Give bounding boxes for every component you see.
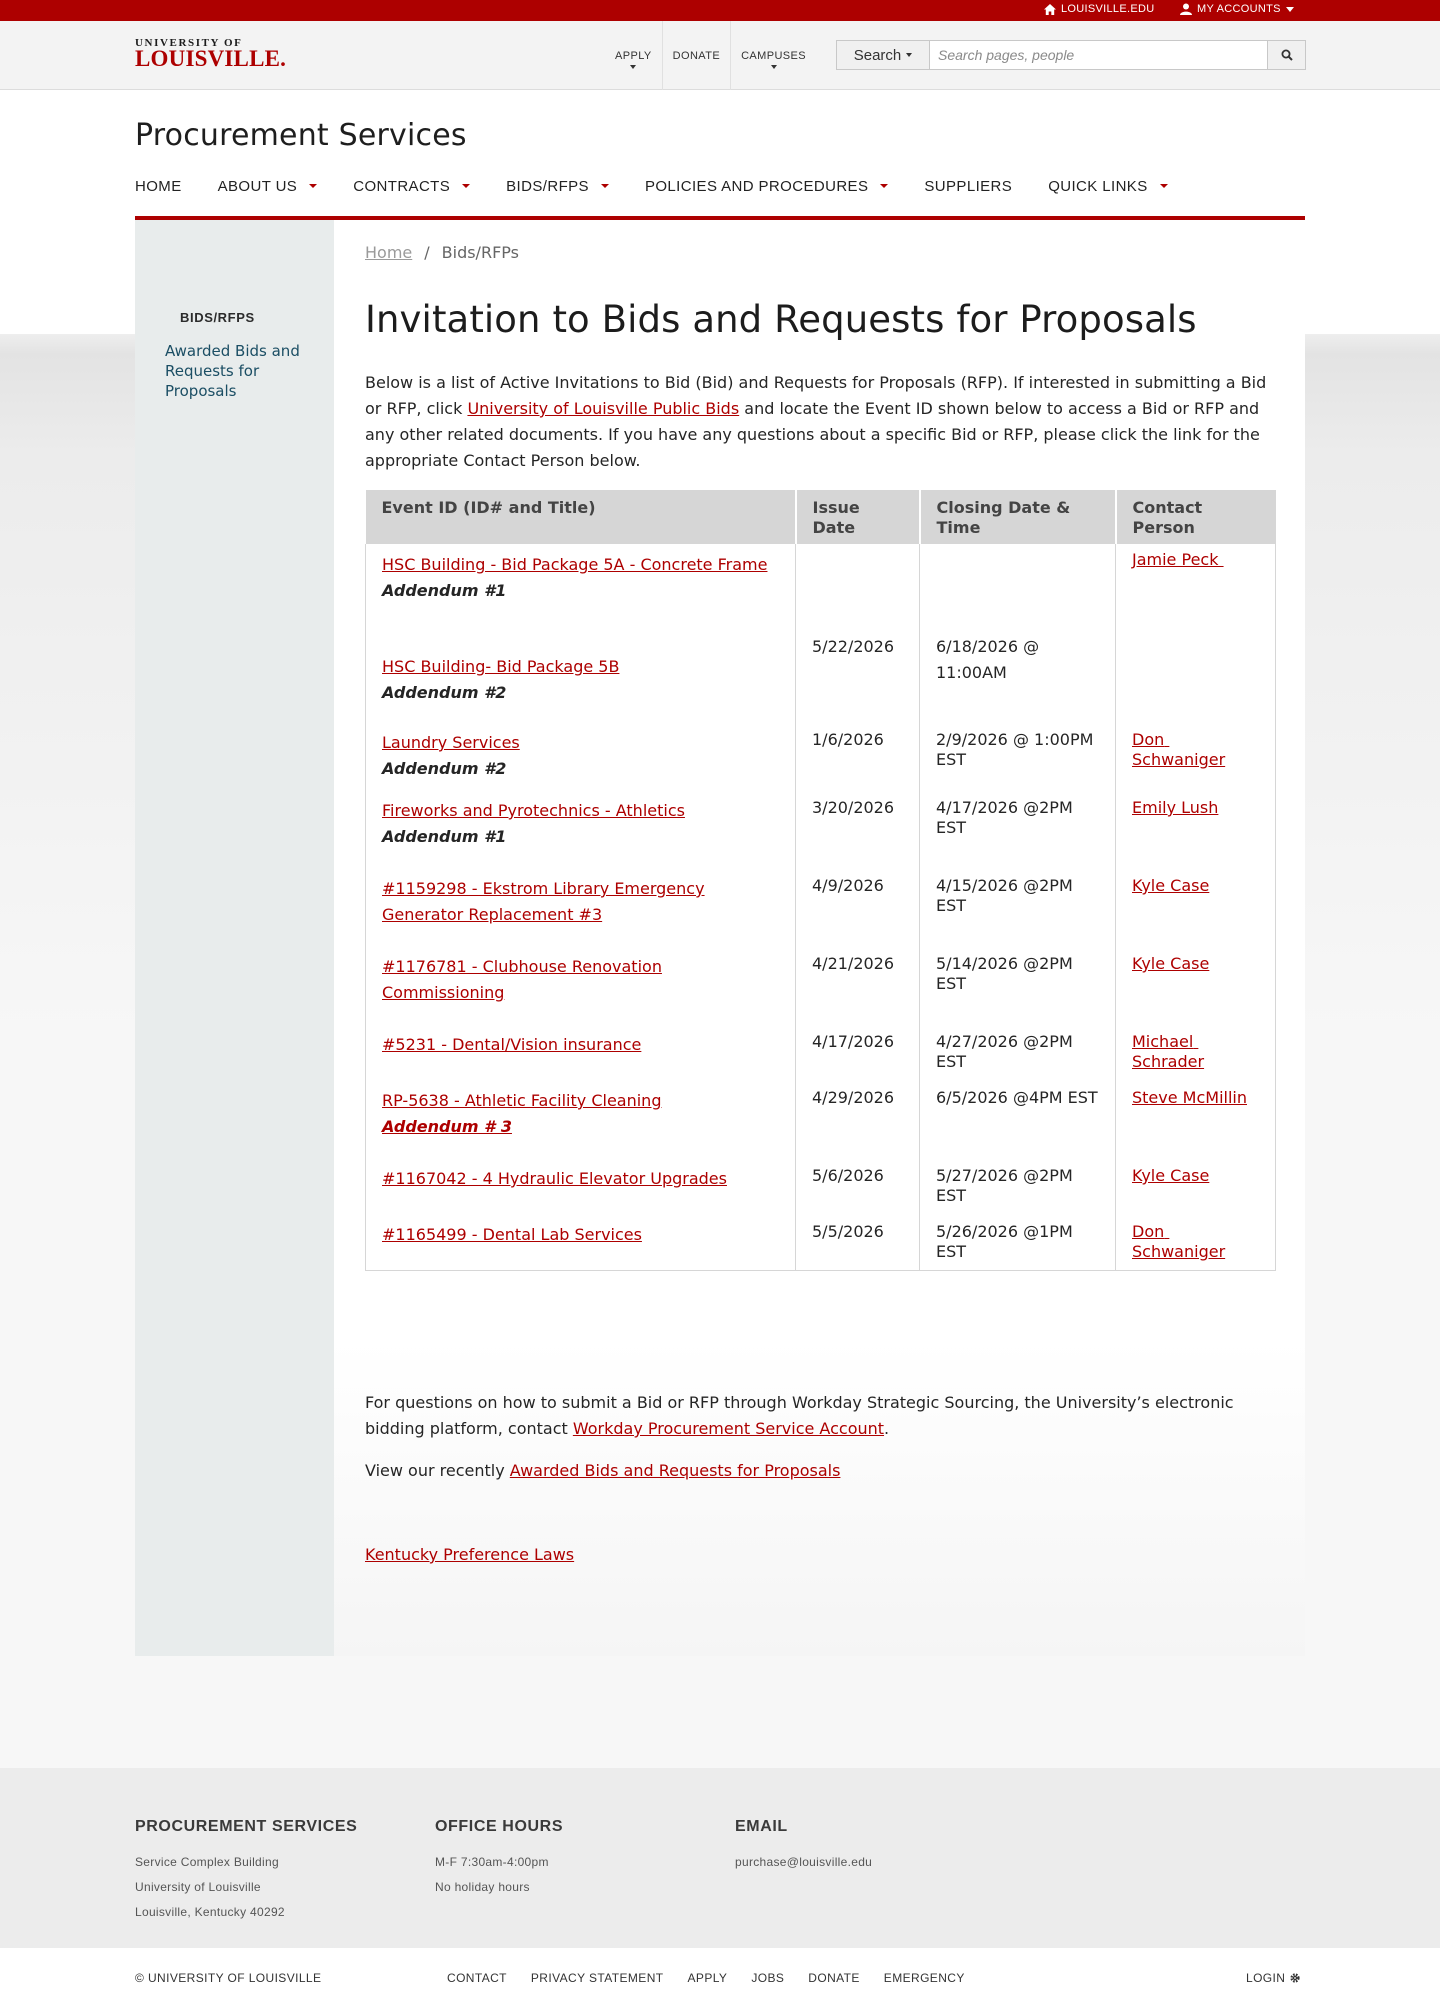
addendum-label: Addendum #1 <box>382 581 507 600</box>
public-bids-link[interactable]: University of Louisville Public Bids <box>467 399 740 418</box>
footer-address-line: Louisville, Kentucky 40292 <box>135 1905 285 1919</box>
footer-hours-line: M-F 7:30am-4:00pm <box>435 1855 549 1869</box>
issue-date-cell: 1/6/2026 <box>796 722 920 790</box>
header-event-id: Event ID (ID# and Title) <box>366 490 796 544</box>
issue-date-cell: 4/29/2026 <box>796 1080 920 1158</box>
louisville-edu-label: LOUISVILLE.EDU <box>1061 3 1155 15</box>
event-link[interactable]: Laundry Services <box>382 733 520 752</box>
contact-person-link[interactable]: Steve McMillin <box>1132 1088 1247 1107</box>
contact-cell <box>1116 1080 1276 1158</box>
table-row <box>366 790 1276 868</box>
contact-cell <box>1116 946 1276 1024</box>
nav-item-home[interactable] <box>135 166 182 206</box>
header-closing-date: Closing Date & Time <box>920 490 1116 544</box>
caret-down-icon <box>630 65 636 69</box>
event-entry <box>382 798 779 850</box>
nav-item-label: SUPPLIERS <box>924 177 1013 195</box>
caret-down-icon <box>309 184 317 188</box>
site-header <box>0 21 1440 90</box>
event-link[interactable]: RP-5638 - Athletic Facility Cleaning <box>382 1091 662 1110</box>
contact-cell <box>1116 1158 1276 1214</box>
main-nav <box>135 168 1305 220</box>
awarded-paragraph <box>365 1458 840 1484</box>
event-link[interactable]: #1165499 - Dental Lab Services <box>382 1225 642 1244</box>
issue-date-cell: 4/21/2026 <box>796 946 920 1024</box>
event-link[interactable]: Fireworks and Pyrotechnics - Athletics <box>382 801 685 820</box>
sidebar-item-awarded-bids[interactable]: Awarded Bids and Requests for Proposals <box>165 342 300 400</box>
header-issue-date: Issue Date <box>796 490 920 544</box>
event-entry <box>382 654 779 706</box>
event-link[interactable]: #1159298 - Ekstrom Library Emergency Generator Replacement #3 <box>382 879 705 924</box>
search-bar <box>836 40 1306 70</box>
footer-heading-email: EMAIL <box>735 1818 788 1835</box>
event-entry <box>382 1032 779 1058</box>
bottom-links <box>447 1971 965 1985</box>
caret-down-icon <box>906 53 912 57</box>
closing-date-cell: 4/17/2026 @2PM EST <box>920 790 1116 868</box>
header-nav-label: DONATE <box>672 49 721 62</box>
search-scope-label: Search <box>853 46 902 64</box>
search-button[interactable] <box>1267 41 1305 69</box>
caret-down-icon <box>462 184 470 188</box>
event-entry <box>382 730 779 782</box>
bottom-link-contact[interactable]: CONTACT <box>447 1971 507 1985</box>
main-content <box>334 220 1305 1656</box>
footer-email[interactable]: purchase@louisville.edu <box>735 1855 873 1869</box>
footer-col-email <box>735 1818 872 1875</box>
nav-item-about-us[interactable] <box>218 166 318 206</box>
event-cell <box>366 1080 796 1158</box>
table-row <box>366 1158 1276 1214</box>
nav-item-label: QUICK LINKS <box>1048 177 1148 195</box>
issue-date-cell: 3/20/2026 <box>796 790 920 868</box>
table-body <box>366 544 1276 1271</box>
home-icon <box>1044 4 1056 15</box>
university-logo[interactable] <box>135 37 287 73</box>
event-cell <box>366 544 796 722</box>
header-nav <box>605 21 816 90</box>
login-label: LOGIN <box>1246 1971 1286 1985</box>
closing-date-cell: 2/9/2026 @ 1:00PM EST <box>920 722 1116 790</box>
nav-item-label: CONTRACTS <box>353 177 451 195</box>
issue-date-cell: 5/5/2026 <box>796 1214 920 1271</box>
logo-line-2: LOUISVILLE. <box>135 46 287 71</box>
footer-hours-line: No holiday hours <box>435 1880 530 1894</box>
contact-cell <box>1116 790 1276 868</box>
bottom-link-privacy-statement[interactable]: PRIVACY STATEMENT <box>530 1971 664 1985</box>
table-row <box>366 1214 1276 1271</box>
closing-date-cell: 6/5/2026 @4PM EST <box>920 1080 1116 1158</box>
breadcrumb-separator: / <box>424 243 430 262</box>
addendum-label: Addendum #2 <box>382 759 507 778</box>
breadcrumb <box>365 243 519 262</box>
footer-heading-hours: OFFICE HOURS <box>435 1818 564 1835</box>
search-scope-dropdown[interactable] <box>837 41 930 69</box>
copyright: © UNIVERSITY OF LOUISVILLE <box>135 1971 322 1985</box>
addendum-label[interactable]: Addendum # 3 <box>382 1117 512 1136</box>
footer-heading-procurement: PROCUREMENT SERVICES <box>135 1818 358 1835</box>
intro-paragraph <box>365 370 1275 474</box>
intro-text-after: and locate the Event ID shown below to access a Bid or RFP and any other related documents. If you have any questions about a specific Bid or RFP, please click the link for the appropriate Contact Person below. <box>365 399 1260 470</box>
search-input[interactable] <box>930 41 1267 69</box>
event-link[interactable]: #5231 - Dental/Vision insurance <box>382 1035 642 1054</box>
gear-icon <box>1290 1973 1300 1983</box>
logo-line-1: UNIVERSITY OF <box>135 37 243 49</box>
header-nav-donate[interactable] <box>663 21 731 90</box>
breadcrumb-home-link[interactable]: Home <box>365 243 413 262</box>
bottom-bar <box>0 1948 1440 1993</box>
header-nav-apply[interactable] <box>605 21 663 90</box>
event-cell <box>366 722 796 790</box>
table-row <box>366 722 1276 790</box>
page-title: Invitation to Bids and Requests for Proposals <box>365 298 1197 341</box>
event-cell <box>366 1158 796 1214</box>
nav-item-policies-and-procedures[interactable] <box>645 166 888 206</box>
sidebar <box>135 220 334 1656</box>
caret-down-icon <box>1160 184 1168 188</box>
event-entry <box>382 552 779 604</box>
event-link[interactable]: HSC Building- Bid Package 5B <box>382 657 620 676</box>
event-cell <box>366 868 796 946</box>
contact-person-link[interactable]: Don Schwaniger <box>1132 730 1226 769</box>
bottom-link-apply[interactable]: APPLY <box>687 1971 728 1985</box>
bottom-link-donate[interactable]: DONATE <box>808 1971 860 1985</box>
footer-col-hours <box>435 1818 563 1900</box>
contact-person-link[interactable]: Emily Lush <box>1132 798 1219 817</box>
nav-item-bids-rfps[interactable] <box>506 166 609 206</box>
louisville-edu-link[interactable] <box>1044 3 1154 15</box>
event-entry <box>382 876 779 928</box>
caret-down-icon <box>771 65 777 69</box>
contact-person-link[interactable]: Michael Schrader <box>1132 1032 1205 1071</box>
awarded-text-before: View our recently <box>365 1461 510 1480</box>
sidebar-heading: BIDS/RFPS <box>180 310 255 325</box>
event-link[interactable]: HSC Building - Bid Package 5A - Concrete Frame <box>382 555 768 574</box>
closing-date-cell: 6/18/2026 @ 11:00AM <box>920 544 1116 722</box>
awarded-bids-link[interactable]: Awarded Bids and Requests for Proposals <box>509 1461 841 1480</box>
header-contact-person: Contact Person <box>1116 490 1276 544</box>
contact-person-link[interactable]: Kyle Case <box>1132 1166 1210 1185</box>
contact-cell <box>1116 868 1276 946</box>
workday-paragraph <box>365 1390 1275 1442</box>
issue-date-cell: 5/22/2026 <box>796 544 920 722</box>
my-accounts-link[interactable] <box>1180 3 1294 15</box>
contact-person-link[interactable]: Jamie Peck <box>1132 550 1224 569</box>
nav-item-contracts[interactable] <box>353 166 470 206</box>
bottom-link-jobs[interactable]: JOBS <box>751 1971 785 1985</box>
nav-item-label: HOME <box>135 177 182 195</box>
caret-down-icon <box>880 184 888 188</box>
table-row <box>366 1024 1276 1080</box>
closing-date-cell: 5/14/2026 @2PM EST <box>920 946 1116 1024</box>
kentucky-preference-link[interactable]: Kentucky Preference Laws <box>365 1545 575 1564</box>
bottom-link-emergency[interactable]: EMERGENCY <box>883 1971 965 1985</box>
issue-date-cell: 4/9/2026 <box>796 868 920 946</box>
login-link[interactable] <box>1246 1971 1300 1985</box>
nav-item-quick-links[interactable] <box>1048 166 1167 206</box>
event-cell <box>366 1024 796 1080</box>
contact-person-link[interactable]: Kyle Case <box>1132 876 1210 895</box>
table-row <box>366 868 1276 946</box>
event-link[interactable]: #1176781 - Clubhouse Renovation Commissioning <box>382 957 662 1002</box>
table-row <box>366 1080 1276 1158</box>
event-entry <box>382 1088 779 1140</box>
contact-cell <box>1116 544 1276 722</box>
issue-date-cell: 4/17/2026 <box>796 1024 920 1080</box>
header-nav-label: APPLY <box>615 49 652 62</box>
utility-bar <box>0 0 1440 21</box>
my-accounts-label: MY ACCOUNTS <box>1197 3 1281 15</box>
event-entry <box>382 1222 779 1248</box>
workday-text-after: . <box>884 1419 890 1438</box>
issue-date-cell: 5/6/2026 <box>796 1158 920 1214</box>
bids-table <box>365 490 1276 1271</box>
user-icon <box>1180 3 1192 15</box>
closing-date-cell: 5/26/2026 @1PM EST <box>920 1214 1116 1271</box>
event-link[interactable]: #1167042 - 4 Hydraulic Elevator Upgrades <box>382 1169 727 1188</box>
event-cell <box>366 790 796 868</box>
event-entry <box>382 1166 779 1192</box>
workday-service-link[interactable]: Workday Procurement Service Account <box>572 1419 885 1438</box>
footer-col-procurement <box>135 1818 357 1925</box>
contact-cell <box>1116 1024 1276 1080</box>
nav-item-label: BIDS/RFPS <box>506 177 589 195</box>
footer-address-line: University of Louisville <box>135 1880 261 1894</box>
table-header-row <box>366 490 1276 544</box>
caret-down-icon <box>601 184 609 188</box>
event-cell <box>366 946 796 1024</box>
caret-down-icon <box>1286 7 1294 12</box>
nav-item-label: ABOUT US <box>217 177 298 195</box>
closing-date-cell: 5/27/2026 @2PM EST <box>920 1158 1116 1214</box>
nav-item-label: POLICIES AND PROCEDURES <box>644 177 869 195</box>
closing-date-cell: 4/27/2026 @2PM EST <box>920 1024 1116 1080</box>
addendum-label: Addendum #2 <box>382 683 507 702</box>
search-icon <box>1281 49 1293 61</box>
site-title[interactable]: Procurement Services <box>135 118 467 153</box>
event-entry <box>382 954 779 1006</box>
contact-person-link[interactable]: Kyle Case <box>1132 954 1210 973</box>
table-row <box>366 946 1276 1024</box>
intro-text-before: Below is a list of Active Invitations to Bid (Bid) and Requests for Proposals (RFP). If interested in submitting a Bid or RFP, click <box>365 373 1267 418</box>
header-nav-campuses[interactable] <box>731 21 816 90</box>
contact-cell <box>1116 1214 1276 1271</box>
contact-cell <box>1116 722 1276 790</box>
kentucky-paragraph <box>365 1542 574 1568</box>
contact-person-link[interactable]: Don Schwaniger <box>1132 1222 1226 1261</box>
nav-item-suppliers[interactable] <box>924 166 1012 206</box>
workday-text-before: For questions on how to submit a Bid or RFP through Workday Strategic Sourcing, the University’s electronic bidding platform, contact <box>365 1393 1234 1438</box>
event-cell <box>366 1214 796 1271</box>
breadcrumb-current: Bids/RFPs <box>441 243 519 262</box>
footer-address-line: Service Complex Building <box>135 1855 279 1869</box>
header-nav-label: CAMPUSES <box>741 49 807 62</box>
addendum-label: Addendum #1 <box>382 827 507 846</box>
footer <box>0 1768 1440 1948</box>
closing-date-cell: 4/15/2026 @2PM EST <box>920 868 1116 946</box>
table-row <box>366 544 1276 722</box>
